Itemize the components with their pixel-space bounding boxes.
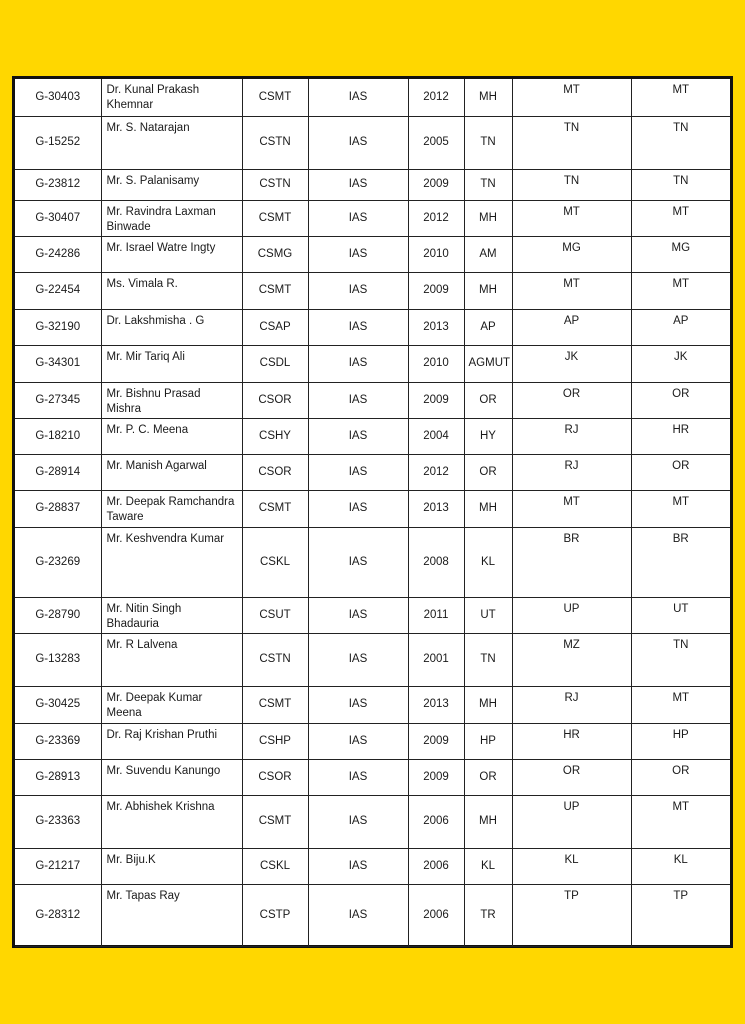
batch-year-cell: 2012 [408, 454, 464, 490]
cadre-code-cell: CSOR [242, 454, 308, 490]
service-cell: IAS [308, 759, 408, 795]
service-cell: IAS [308, 527, 408, 597]
allotted-state-cell: OR [631, 382, 730, 418]
officer-name-cell: Mr. Abhishek Krishna [101, 795, 242, 848]
allotted-state-cell: OR [631, 759, 730, 795]
batch-year-cell: 2009 [408, 169, 464, 200]
table-row [15, 345, 730, 382]
officer-table [15, 79, 730, 947]
cadre-code-cell: CSMT [242, 272, 308, 309]
home-state-cell: BR [512, 527, 631, 597]
cadre-code-cell: CSTN [242, 169, 308, 200]
officer-id-cell: G-34301 [15, 345, 101, 382]
officer-name-cell: Mr. Deepak Kumar Meena [101, 686, 242, 723]
allotted-state-cell: UT [631, 597, 730, 633]
home-state-cell: RJ [512, 418, 631, 454]
cadre-code-cell: CSOR [242, 382, 308, 418]
batch-year-cell: 2013 [408, 686, 464, 723]
officer-name-cell: Dr. Lakshmisha . G [101, 309, 242, 345]
officer-id-cell: G-23363 [15, 795, 101, 848]
home-state-cell: HR [512, 723, 631, 759]
officer-name-cell: Mr. S. Natarajan [101, 116, 242, 169]
batch-year-cell: 2010 [408, 345, 464, 382]
service-cell: IAS [308, 686, 408, 723]
batch-year-cell: 2006 [408, 884, 464, 946]
home-state-cell: MT [512, 490, 631, 527]
officer-name-cell: Dr. Raj Krishan Pruthi [101, 723, 242, 759]
table-row [15, 382, 730, 418]
officer-name-cell: Mr. Keshvendra Kumar [101, 527, 242, 597]
cadre-cell: HY [464, 418, 512, 454]
officer-name-cell: Mr. Mir Tariq Ali [101, 345, 242, 382]
cadre-cell: OR [464, 759, 512, 795]
cadre-cell: MH [464, 272, 512, 309]
officer-id-cell: G-13283 [15, 633, 101, 686]
officer-id-cell: G-15252 [15, 116, 101, 169]
cadre-cell: MH [464, 490, 512, 527]
service-cell: IAS [308, 200, 408, 236]
allotted-state-cell: JK [631, 345, 730, 382]
officer-id-cell: G-30403 [15, 79, 101, 116]
cadre-cell: MH [464, 686, 512, 723]
officer-name-cell: Mr. Ravindra Laxman Binwade [101, 200, 242, 236]
officer-name-cell: Mr. Biju.K [101, 848, 242, 884]
allotted-state-cell: MG [631, 236, 730, 272]
allotted-state-cell: TN [631, 116, 730, 169]
service-cell: IAS [308, 272, 408, 309]
service-cell: IAS [308, 169, 408, 200]
officer-id-cell: G-27345 [15, 382, 101, 418]
cadre-code-cell: CSKL [242, 527, 308, 597]
allotted-state-cell: AP [631, 309, 730, 345]
cadre-cell: KL [464, 527, 512, 597]
batch-year-cell: 2005 [408, 116, 464, 169]
batch-year-cell: 2008 [408, 527, 464, 597]
cadre-cell: AM [464, 236, 512, 272]
cadre-code-cell: CSTN [242, 116, 308, 169]
table-row [15, 633, 730, 686]
cadre-code-cell: CSTP [242, 884, 308, 946]
cadre-cell: TR [464, 884, 512, 946]
batch-year-cell: 2013 [408, 490, 464, 527]
officer-id-cell: G-30407 [15, 200, 101, 236]
officer-table-body [15, 79, 730, 946]
cadre-cell: HP [464, 723, 512, 759]
home-state-cell: RJ [512, 686, 631, 723]
table-row [15, 795, 730, 848]
service-cell: IAS [308, 795, 408, 848]
cadre-code-cell: CSHY [242, 418, 308, 454]
home-state-cell: UP [512, 795, 631, 848]
home-state-cell: TN [512, 116, 631, 169]
cadre-cell: OR [464, 454, 512, 490]
allotted-state-cell: HR [631, 418, 730, 454]
officer-id-cell: G-23812 [15, 169, 101, 200]
batch-year-cell: 2009 [408, 272, 464, 309]
officer-name-cell: Dr. Kunal Prakash Khemnar [101, 79, 242, 116]
allotted-state-cell: MT [631, 686, 730, 723]
allotted-state-cell: MT [631, 272, 730, 309]
allotted-state-cell: MT [631, 795, 730, 848]
home-state-cell: TP [512, 884, 631, 946]
home-state-cell: KL [512, 848, 631, 884]
service-cell: IAS [308, 723, 408, 759]
officer-name-cell: Mr. R Lalvena [101, 633, 242, 686]
officer-name-cell: Mr. Israel Watre Ingty [101, 236, 242, 272]
officer-id-cell: G-28790 [15, 597, 101, 633]
officer-name-cell: Mr. Deepak Ramchandra Taware [101, 490, 242, 527]
officer-name-cell: Mr. Nitin Singh Bhadauria [101, 597, 242, 633]
service-cell: IAS [308, 79, 408, 116]
service-cell: IAS [308, 884, 408, 946]
home-state-cell: UP [512, 597, 631, 633]
officer-name-cell: Mr. Suvendu Kanungo [101, 759, 242, 795]
officer-id-cell: G-30425 [15, 686, 101, 723]
batch-year-cell: 2010 [408, 236, 464, 272]
service-cell: IAS [308, 236, 408, 272]
cadre-code-cell: CSMG [242, 236, 308, 272]
officer-id-cell: G-18210 [15, 418, 101, 454]
officer-id-cell: G-28837 [15, 490, 101, 527]
batch-year-cell: 2013 [408, 309, 464, 345]
service-cell: IAS [308, 848, 408, 884]
officer-name-cell: Ms. Vimala R. [101, 272, 242, 309]
officer-id-cell: G-28312 [15, 884, 101, 946]
table-row [15, 79, 730, 116]
table-row [15, 490, 730, 527]
allotted-state-cell: HP [631, 723, 730, 759]
batch-year-cell: 2012 [408, 79, 464, 116]
table-row [15, 272, 730, 309]
home-state-cell: RJ [512, 454, 631, 490]
home-state-cell: MT [512, 272, 631, 309]
service-cell: IAS [308, 418, 408, 454]
service-cell: IAS [308, 345, 408, 382]
table-row [15, 309, 730, 345]
home-state-cell: OR [512, 759, 631, 795]
service-cell: IAS [308, 454, 408, 490]
officer-id-cell: G-32190 [15, 309, 101, 345]
home-state-cell: AP [512, 309, 631, 345]
home-state-cell: JK [512, 345, 631, 382]
cadre-code-cell: CSMT [242, 490, 308, 527]
table-row [15, 848, 730, 884]
home-state-cell: MT [512, 200, 631, 236]
allotted-state-cell: MT [631, 79, 730, 116]
batch-year-cell: 2009 [408, 382, 464, 418]
cadre-code-cell: CSMT [242, 79, 308, 116]
home-state-cell: MZ [512, 633, 631, 686]
cadre-cell: AGMUT [464, 345, 512, 382]
cadre-code-cell: CSHP [242, 723, 308, 759]
table-row [15, 527, 730, 597]
officer-id-cell: G-23269 [15, 527, 101, 597]
cadre-code-cell: CSOR [242, 759, 308, 795]
service-cell: IAS [308, 116, 408, 169]
officer-list-sheet [12, 76, 733, 948]
officer-name-cell: Mr. Bishnu Prasad Mishra [101, 382, 242, 418]
allotted-state-cell: BR [631, 527, 730, 597]
cadre-cell: MH [464, 200, 512, 236]
table-row [15, 169, 730, 200]
cadre-cell: TN [464, 169, 512, 200]
officer-id-cell: G-21217 [15, 848, 101, 884]
table-row [15, 454, 730, 490]
allotted-state-cell: TN [631, 169, 730, 200]
service-cell: IAS [308, 490, 408, 527]
cadre-cell: TN [464, 116, 512, 169]
table-row [15, 116, 730, 169]
batch-year-cell: 2009 [408, 723, 464, 759]
home-state-cell: OR [512, 382, 631, 418]
table-row [15, 686, 730, 723]
cadre-cell: AP [464, 309, 512, 345]
batch-year-cell: 2001 [408, 633, 464, 686]
cadre-code-cell: CSMT [242, 200, 308, 236]
officer-id-cell: G-22454 [15, 272, 101, 309]
batch-year-cell: 2006 [408, 795, 464, 848]
service-cell: IAS [308, 309, 408, 345]
table-row [15, 597, 730, 633]
home-state-cell: MG [512, 236, 631, 272]
cadre-cell: TN [464, 633, 512, 686]
service-cell: IAS [308, 633, 408, 686]
cadre-code-cell: CSDL [242, 345, 308, 382]
officer-name-cell: Mr. P. C. Meena [101, 418, 242, 454]
batch-year-cell: 2004 [408, 418, 464, 454]
home-state-cell: MT [512, 79, 631, 116]
cadre-code-cell: CSMT [242, 795, 308, 848]
table-row [15, 200, 730, 236]
batch-year-cell: 2006 [408, 848, 464, 884]
cadre-code-cell: CSMT [242, 686, 308, 723]
cadre-cell: MH [464, 79, 512, 116]
officer-id-cell: G-28914 [15, 454, 101, 490]
allotted-state-cell: OR [631, 454, 730, 490]
home-state-cell: TN [512, 169, 631, 200]
batch-year-cell: 2012 [408, 200, 464, 236]
cadre-code-cell: CSAP [242, 309, 308, 345]
cadre-code-cell: CSKL [242, 848, 308, 884]
officer-name-cell: Mr. S. Palanisamy [101, 169, 242, 200]
allotted-state-cell: TN [631, 633, 730, 686]
table-row [15, 723, 730, 759]
allotted-state-cell: MT [631, 490, 730, 527]
officer-name-cell: Mr. Tapas Ray [101, 884, 242, 946]
allotted-state-cell: KL [631, 848, 730, 884]
officer-id-cell: G-24286 [15, 236, 101, 272]
allotted-state-cell: TP [631, 884, 730, 946]
batch-year-cell: 2011 [408, 597, 464, 633]
cadre-code-cell: CSTN [242, 633, 308, 686]
cadre-code-cell: CSUT [242, 597, 308, 633]
table-row [15, 418, 730, 454]
table-row [15, 759, 730, 795]
officer-id-cell: G-28913 [15, 759, 101, 795]
cadre-cell: OR [464, 382, 512, 418]
cadre-cell: MH [464, 795, 512, 848]
service-cell: IAS [308, 597, 408, 633]
allotted-state-cell: MT [631, 200, 730, 236]
table-row [15, 884, 730, 946]
cadre-cell: KL [464, 848, 512, 884]
service-cell: IAS [308, 382, 408, 418]
table-row [15, 236, 730, 272]
officer-id-cell: G-23369 [15, 723, 101, 759]
batch-year-cell: 2009 [408, 759, 464, 795]
cadre-cell: UT [464, 597, 512, 633]
officer-name-cell: Mr. Manish Agarwal [101, 454, 242, 490]
